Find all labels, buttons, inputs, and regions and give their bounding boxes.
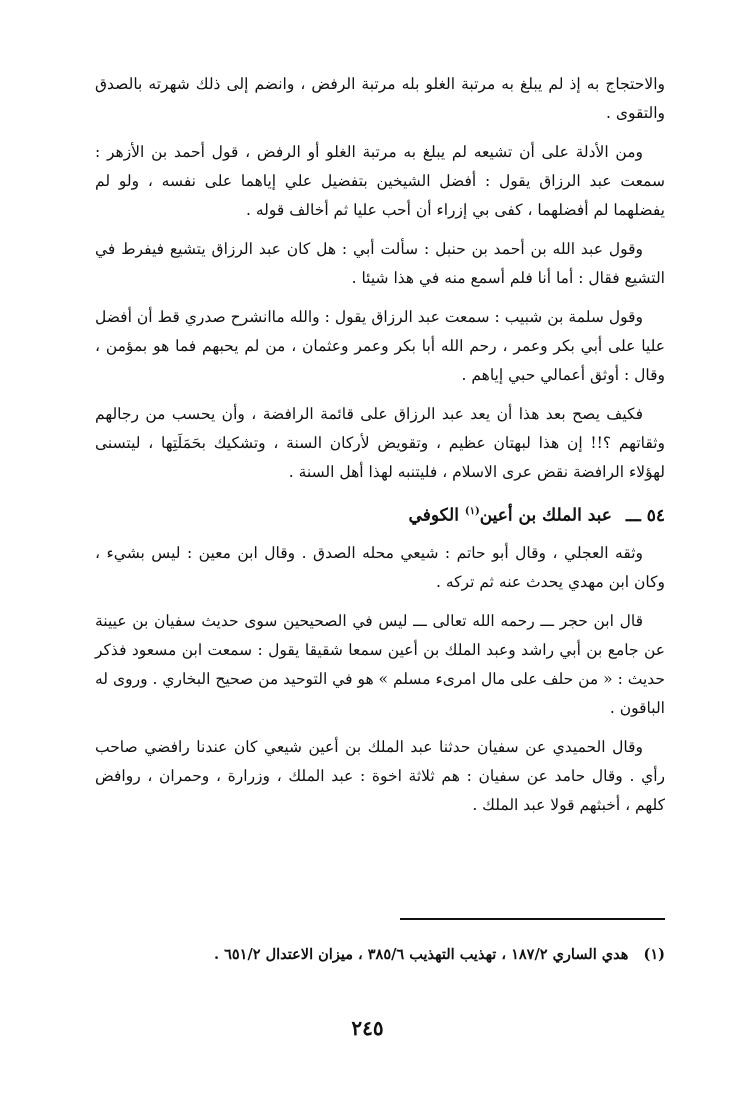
paragraph: قال ابن حجر ـــ رحمه الله تعالى ـــ ليس في الصحيحين سوى حديث سفيان بن عيينة عن جامع بن أبي راشد وعبد الملك بن أعين سمعا شقيقا يقول : سمعت ابن مسعود فذكر حديث : « من حلف على مال امرىء مسلم » هو في التوحيد من صحيح البخاري . وروى له الباقون . [95, 611, 665, 717]
paragraph: وقال الحميدي عن سفيان حدثنا عبد الملك بن أعين شيعي كان عندنا رافضي صاحب رأي . وقال حامد عن سفيان : هم ثلاثة اخوة : عبد الملك ، وزرارة ، وحمران ، روافض كلهم ، أخبثهم قولا عبد الملك . [95, 737, 665, 814]
entry-number: ٥٤ ـــ [625, 505, 665, 526]
page-number: ٢٤٥ [351, 1016, 384, 1040]
entry-heading [95, 497, 665, 531]
footnote [95, 946, 665, 963]
paragraph: والاحتجاج به إذ لم يبلغ به مرتبة الغلو بله مرتبة الرفض ، وانضم إلى ذلك شهرته بالصدق والتقوى . [95, 75, 665, 122]
paragraph: وقول سلمة بن شبيب : سمعت عبد الرزاق يقول : والله ماانشرح صدري قط أن أفضل عليا على أبي بكر وعمر ، رحم الله أبا بكر وعمر وعثمان ، من لم يحبهم فما هو بمؤمن ، وقال : أوثق أعمالي حبي إياهم . [95, 308, 665, 384]
footnote-mark: (١) [643, 946, 665, 963]
footnote-text: هدي الساري ١٨٧/٢ ، تهذيب التهذيب ٣٨٥/٦ ، ميزان الاعتدال ٦٥١/٢ . [213, 946, 629, 963]
entry-name: عبد الملك بن أعين [479, 505, 612, 526]
paragraph: وثقه العجلي ، وقال أبو حاتم : شيعي محله الصدق . وقال ابن معين : ليس بشيء ، وكان ابن مهدي يحدث عنه ثم تركه . [95, 543, 665, 591]
paragraph: فكيف يصح بعد هذا أن يعد عبد الرزاق على قائمة الرافضة ، وأن يحسب من رجالهم وثقاتهم ؟!! إن هذا لبهتان عظيم ، وتقويض لأركان السنة ، وتشكيك بحَمَلَتِها ، ليتسنى لهؤلاء الرافضة نقض عرى الاسلام ، فليتنبه لهذا أهل السنة . [95, 405, 665, 481]
footnote-divider [400, 918, 665, 920]
main-text [95, 70, 665, 830]
entry-suffix: الكوفي [408, 505, 465, 526]
paragraph: وقول عبد الله بن أحمد بن حنبل : سألت أبي : هل كان عبد الرزاق يتشيع فيفرط في التشيع فقال : أما أنا فلم أسمع منه في هذا شيئا . [95, 240, 665, 287]
footnote-reference: (١) [464, 506, 480, 517]
paragraph: ومن الأدلة على أن تشيعه لم يبلغ به مرتبة الغلو أو الرفض ، قول أحمد بن الأزهر : سمعت عبد الرزاق يقول : أفضل الشيخين بتفضيل علي إياهما على نفسه ، ولو لم يفضلهما لم أفضلهما ، كفى بي إزراء أن أحب عليا ثم أخالف قوله . [95, 143, 665, 219]
